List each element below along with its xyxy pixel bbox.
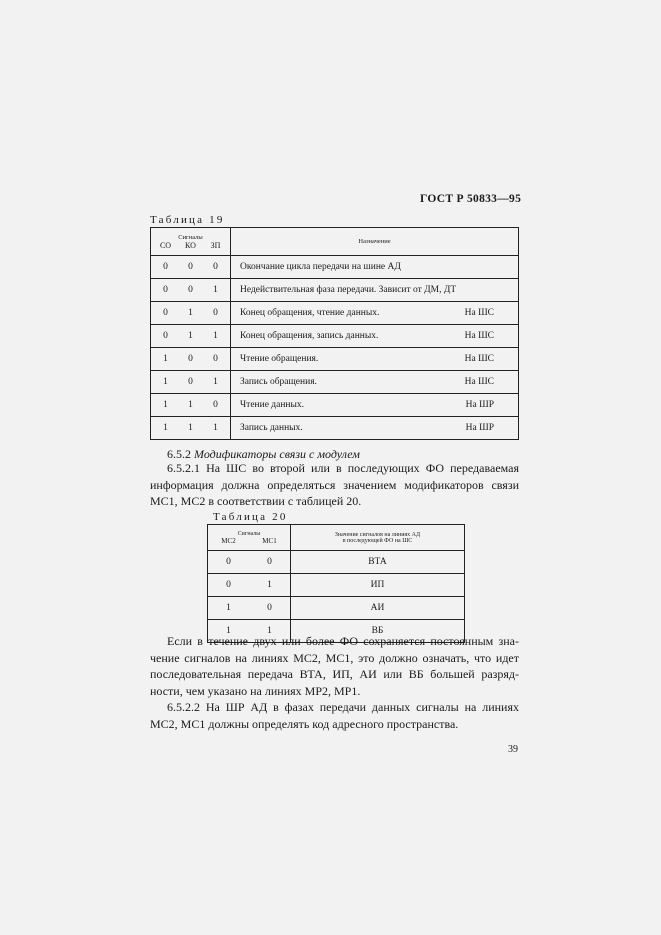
signal-value: 1 <box>163 400 168 410</box>
bus-line: На ШС <box>464 354 494 364</box>
signal-values-cell <box>151 325 231 348</box>
bus-line: На ШС <box>464 308 494 318</box>
signal-value: 0 <box>163 331 168 341</box>
signal-values-cell <box>151 256 231 279</box>
table-19-caption: Таблица 19 <box>150 214 225 226</box>
signal-value: 1 <box>213 377 218 387</box>
purpose-text: Недействительная фаза передачи. Зависит от ДМ, ДТ <box>240 285 457 295</box>
table-20-row <box>208 597 465 620</box>
paragraph-6-5-2-1 <box>150 460 519 510</box>
signal-value: 0 <box>163 285 168 295</box>
signal-value: 1 <box>226 603 231 613</box>
signal-value: 1 <box>163 354 168 364</box>
purpose-cell <box>231 256 519 279</box>
signal-value: 0 <box>267 557 272 567</box>
table-19-row <box>151 279 519 302</box>
bus-line: На ШС <box>464 377 494 387</box>
signal-col-zp: ЗП <box>210 240 221 250</box>
signal-value: 1 <box>267 580 272 590</box>
bus-line: На ШР <box>465 423 494 433</box>
purpose-text: Чтение данных. <box>240 400 305 410</box>
paragraph-6-5-2-2 <box>150 699 519 732</box>
signal-value: 0 <box>188 377 193 387</box>
paragraph-repeat-fo <box>150 633 519 699</box>
purpose-text: Запись обращения. <box>240 377 317 387</box>
table-20 <box>207 524 465 643</box>
table-19-row <box>151 371 519 394</box>
signal-value: 0 <box>163 308 168 318</box>
purpose-text: Конец обращения, чтение данных. <box>240 308 380 318</box>
table-19-row <box>151 302 519 325</box>
signal-value: 1 <box>267 626 272 636</box>
paragraph-line: МС1, МС2 в соответствии с таблицей 20. <box>150 494 362 508</box>
table-20-row <box>208 574 465 597</box>
signal-value: 1 <box>226 626 231 636</box>
paragraph-line: 6.5.2.1 На ШС во второй или в последующих ФО передаваемая <box>167 461 519 475</box>
purpose-cell <box>231 394 519 417</box>
signal-col-co: СО <box>159 240 172 250</box>
signal-values-cell <box>151 371 231 394</box>
purpose-cell <box>231 371 519 394</box>
purpose-cell <box>231 348 519 371</box>
signals-header-cell <box>151 228 231 256</box>
signal-meaning: АИ <box>291 597 465 620</box>
signal-value: 1 <box>213 423 218 433</box>
paragraph-line: 6.5.2.2 На ШР АД в фазах передачи данных сигналы на линиях <box>167 700 519 714</box>
table-19-row <box>151 348 519 371</box>
signal-value: 0 <box>188 354 193 364</box>
signal-value: 1 <box>213 331 218 341</box>
table-20-caption: Таблица 20 <box>213 511 288 523</box>
signal-values-cell <box>151 279 231 302</box>
signal-value: 0 <box>188 285 193 295</box>
signals-header: Сигналы <box>178 233 203 241</box>
paragraph-line: Если в течение двух или более ФО сохраняется постоянным зна- <box>167 634 519 648</box>
signals-header: Сигналы <box>237 530 261 537</box>
signal-col-ko: КО <box>185 240 196 250</box>
signal-values-cell <box>208 574 291 597</box>
value-header-line-1: Значение сигналов на линиях АД <box>334 531 421 538</box>
value-header-line-2: в последующей ФО на ШС <box>342 537 413 544</box>
table-19-row <box>151 325 519 348</box>
signal-value: 0 <box>213 308 218 318</box>
signal-value: 0 <box>188 262 193 272</box>
signal-value: 1 <box>188 308 193 318</box>
purpose-cell <box>231 417 519 440</box>
signal-value: 0 <box>213 400 218 410</box>
signal-values-cell <box>151 302 231 325</box>
signal-values-cell <box>151 417 231 440</box>
purpose-cell <box>231 279 519 302</box>
signal-values-cell <box>151 394 231 417</box>
signal-value: 1 <box>188 423 193 433</box>
table-19-row <box>151 417 519 440</box>
signal-value: 0 <box>213 262 218 272</box>
purpose-text: Запись данных. <box>240 423 303 433</box>
signal-value: 0 <box>267 603 272 613</box>
signal-value: 1 <box>163 423 168 433</box>
signal-value: 0 <box>213 354 218 364</box>
purpose-text: Чтение обращения. <box>240 354 319 364</box>
signal-col-mc2: МС2 <box>221 536 236 545</box>
signal-meaning: ИП <box>291 574 465 597</box>
signal-col-mc1: МС1 <box>262 536 277 545</box>
bus-line: На ШР <box>465 400 494 410</box>
signal-values-cell <box>208 597 291 620</box>
paragraph-line: чение сигналов на линиях МС2, МС1, это должно означать, что идет <box>150 650 519 665</box>
signal-value: 1 <box>163 377 168 387</box>
section-number: 6.5.2 <box>167 447 191 461</box>
signals-header-cell <box>208 525 291 551</box>
signal-value: 1 <box>188 331 193 341</box>
paragraph-line: информация должна определяться значением модификаторов связи <box>150 477 519 492</box>
signal-values-cell <box>151 348 231 371</box>
table-19 <box>150 227 519 440</box>
page-number: 39 <box>508 744 518 755</box>
value-header <box>291 525 465 551</box>
purpose-header: Назначение <box>231 228 519 256</box>
signal-value: 0 <box>226 557 231 567</box>
standard-header: ГОСТ Р 50833—95 <box>420 193 522 205</box>
signal-value: 1 <box>213 285 218 295</box>
paragraph-line: ности, чем указано на линиях МР2, МР1. <box>150 683 361 698</box>
signal-values-cell <box>208 551 291 574</box>
purpose-cell <box>231 302 519 325</box>
purpose-cell <box>231 325 519 348</box>
table-20-row <box>208 551 465 574</box>
table-19-row <box>151 394 519 417</box>
purpose-text: Окончание цикла передачи на шине АД <box>240 262 401 272</box>
paragraph-line: МС2, МС1 должны определять код адресного пространства. <box>150 716 459 731</box>
paragraph-line: последовательная передача ВТА, ИП, АИ или ВБ большей разряд- <box>150 667 519 681</box>
signal-value: 0 <box>163 262 168 272</box>
signal-meaning: ВТА <box>291 551 465 574</box>
table-19-row <box>151 256 519 279</box>
section-title: Модификаторы связи с модулем <box>194 447 360 461</box>
signal-meaning: ВБ <box>291 620 465 643</box>
signal-value: 1 <box>188 400 193 410</box>
signal-value: 0 <box>226 580 231 590</box>
bus-line: На ШС <box>464 331 494 341</box>
purpose-text: Конец обращения, запись данных. <box>240 331 379 341</box>
